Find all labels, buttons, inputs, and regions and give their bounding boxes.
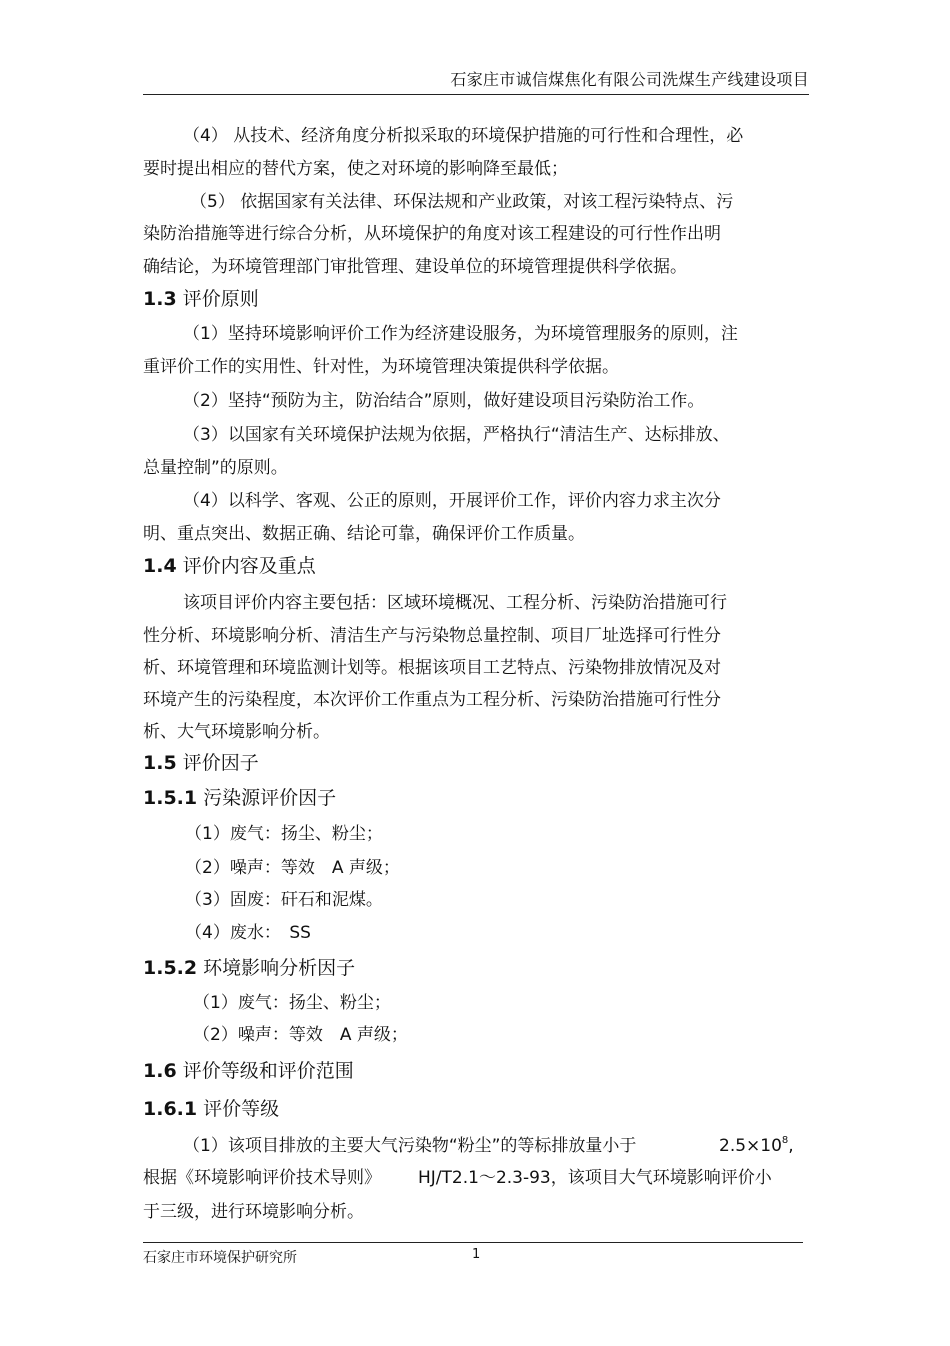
section-title: 评价内容及重点 (182, 555, 316, 577)
header-rule (143, 94, 809, 95)
list-item: （1）废气：扬尘、粉尘； (193, 993, 391, 1013)
footer-rule (143, 1242, 803, 1243)
paragraph-line: 染防治措施等进行综合分析，从环境保护的角度对该工程建设的可行性作出明 (143, 224, 721, 244)
emission-value (719, 1134, 794, 1161)
list-item: （2）噪声：等效 A 声级； (193, 1025, 408, 1045)
paragraph-line: 析、大气环境影响分析。 (143, 722, 330, 742)
list-item: （4）废水： SS (185, 923, 311, 943)
paragraph-line: （2）坚持“预防为主，防治结合”原则，做好建设项目污染防治工作。 (183, 391, 705, 411)
paragraph-line: 要时提出相应的替代方案，使之对环境的影响降至最低； (143, 159, 568, 179)
paragraph-line: （4） 从技术、经济角度分析拟采取的环境保护措施的可行性和合理性，必 (183, 126, 744, 146)
section-number: 1.4 (143, 555, 177, 577)
emission-base: 2.5×10 (719, 1136, 782, 1156)
paragraph-line: 根据《环境影响评价技术导则》 (143, 1168, 381, 1188)
paragraph-line: （5） 依据国家有关法律、环保法规和产业政策，对该工程污染特点、污 (190, 192, 734, 212)
list-item: （3）固废：矸石和泥煤。 (185, 890, 383, 910)
paragraph-line: 确结论，为环境管理部门审批管理、建设单位的环境管理提供科学依据。 (143, 257, 687, 277)
section-title: 评价原则 (182, 288, 259, 310)
paragraph-line: （4）以科学、客观、公正的原则，开展评价工作，评价内容力求主次分 (183, 491, 721, 511)
list-item: （2）噪声：等效 A 声级； (185, 858, 400, 878)
section-title: 评价等级和评价范围 (182, 1060, 354, 1082)
paragraph-line: （1）该项目排放的主要大气污染物“粉尘”的等标排放量小于 (183, 1136, 637, 1156)
section-number: 1.3 (143, 288, 177, 310)
section-number: 1.6 (143, 1060, 177, 1082)
page-number: 1 (472, 1247, 481, 1262)
section-heading-1-3 (143, 286, 259, 312)
paragraph-line: 析、环境管理和环境监测计划等。根据该项目工艺特点、污染物排放情况及对 (143, 658, 721, 678)
section-title: 污染源评价因子 (203, 787, 337, 809)
emission-exponent: 8 (781, 1135, 789, 1146)
paragraph-line: 于三级，进行环境影响分析。 (143, 1202, 364, 1222)
emission-comma: , (788, 1136, 794, 1156)
paragraph-line: （1）坚持环境影响评价工作为经济建设服务，为环境管理服务的原则，注 (183, 324, 738, 344)
paragraph-line: HJ/T2.1～2.3-93，该项目大气环境影响评价小 (418, 1168, 772, 1188)
paragraph-line: 环境产生的污染程度，本次评价工作重点为工程分析、污染防治措施可行性分 (143, 690, 721, 710)
section-title: 评价因子 (182, 752, 259, 774)
footer-org: 石家庄市环境保护研究所 (143, 1250, 297, 1266)
paragraph-line: （3）以国家有关环境保护法规为依据，严格执行“清洁生产、达标排放、 (183, 425, 730, 445)
section-heading-1-5-2 (143, 955, 355, 981)
list-item: （1）废气：扬尘、粉尘； (185, 824, 383, 844)
section-heading-1-5-1 (143, 785, 336, 811)
section-heading-1-6-1 (143, 1096, 279, 1122)
paragraph-line: 该项目评价内容主要包括：区域环境概况、工程分析、污染防治措施可行 (183, 593, 727, 613)
section-heading-1-4 (143, 553, 316, 579)
section-heading-1-5 (143, 750, 259, 776)
paragraph-line: 重评价工作的实用性、针对性，为环境管理决策提供科学依据。 (143, 357, 619, 377)
section-title: 评价等级 (203, 1098, 280, 1120)
section-title: 环境影响分析因子 (203, 957, 356, 979)
header-title: 石家庄市诚信煤焦化有限公司洗煤生产线建设项目 (450, 70, 809, 89)
paragraph-line: 性分析、环境影响分析、清洁生产与污染物总量控制、项目厂址选择可行性分 (143, 626, 721, 646)
section-number: 1.5 (143, 752, 177, 774)
section-heading-1-6 (143, 1058, 354, 1084)
section-number: 1.5.2 (143, 957, 198, 979)
paragraph-line: 总量控制”的原则。 (143, 458, 288, 478)
paragraph-line: 明、重点突出、数据正确、结论可靠，确保评价工作质量。 (143, 524, 585, 544)
section-number: 1.5.1 (143, 787, 198, 809)
section-number: 1.6.1 (143, 1098, 198, 1120)
